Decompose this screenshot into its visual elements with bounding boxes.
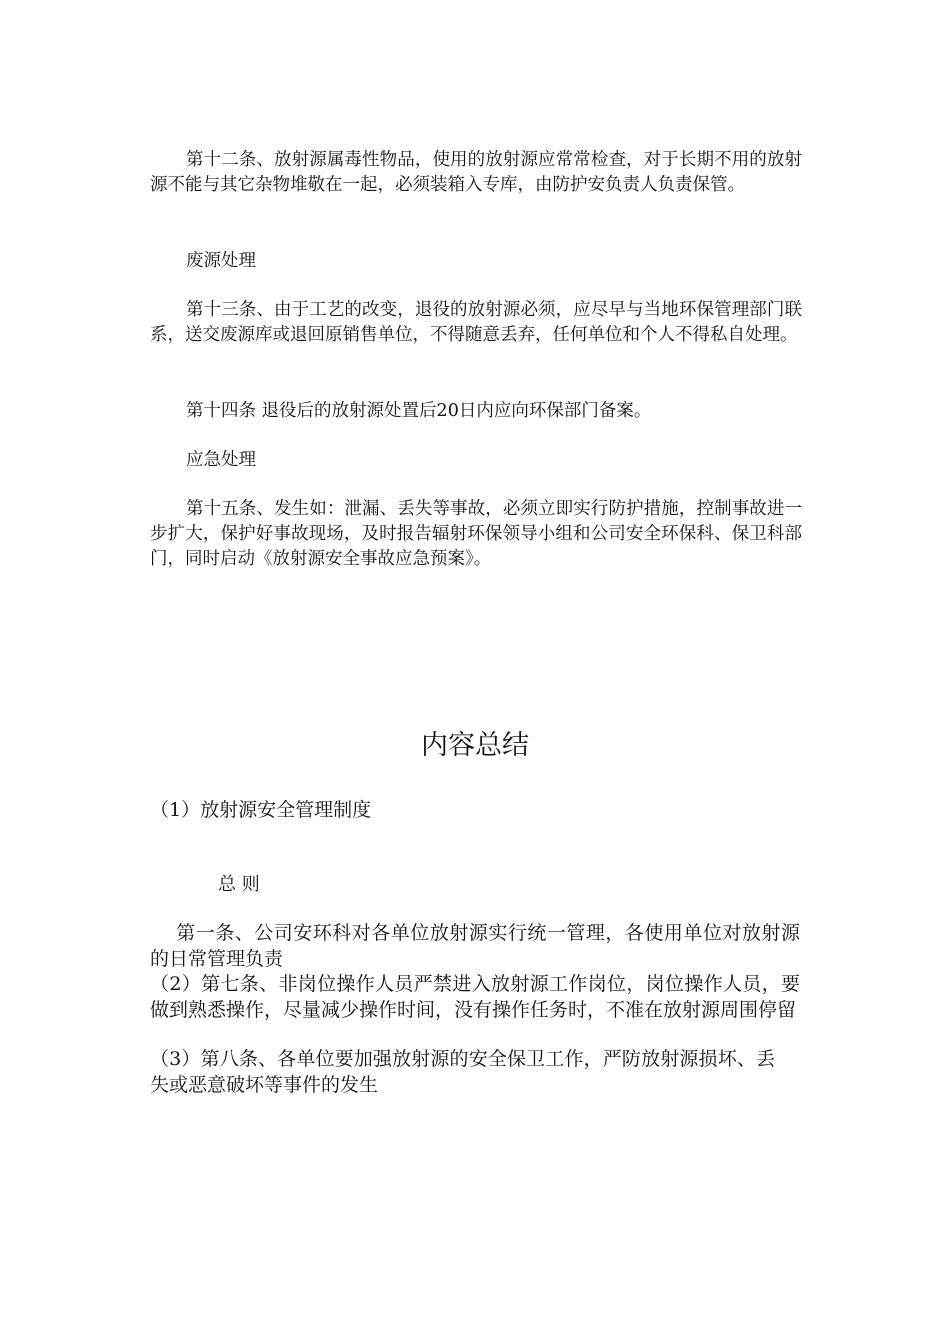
article-14-paragraph: 第十四条 退役后的放射源处置后20日内应向环保部门备案。 bbox=[186, 401, 652, 421]
emergency-heading: 应急处理 bbox=[186, 450, 256, 470]
summary-article-1: 第一条、公司安环科对各单位放射源实行统一管理，各使用单位对放射源的日常管理负责 bbox=[150, 922, 800, 970]
summary-item-2: （2）第七条、非岗位操作人员严禁进入放射源工作岗位，岗位操作人员，要做到熟悉操作，尽量减少操作时间，没有操作任务时，不准在放射源周围停留 bbox=[150, 973, 800, 1021]
summary-item-3: （3）第八条、各单位要加强放射源的安全保卫工作，严防放射源损坏、丢失或恶意破坏等事件的发生 bbox=[150, 1048, 775, 1096]
summary-title: 内容总结 bbox=[421, 730, 529, 761]
article-15-paragraph: 第十五条、发生如：泄漏、丢失等事故，必须立即实行防护措施，控制事故进一步扩大，保护好事故现场，及时报告辐射环保领导小组和公司安全环保科、保卫科部门，同时启动《放射源安全事故应急预案》。 bbox=[150, 499, 802, 569]
waste-disposal-heading: 废源处理 bbox=[186, 251, 256, 271]
article-12-paragraph: 第十二条、放射源属毒性物品，使用的放射源应常常检查，对于长期不用的放射源不能与其它杂物堆敬在一起，必须装箱入专库，由防护安负责人负责保管。 bbox=[150, 150, 802, 195]
general-provisions-heading: 总 则 bbox=[218, 874, 260, 895]
article-13-paragraph: 第十三条、由于工艺的改变，退役的放射源必须，应尽早与当地环保管理部门联系，送交废源库或退回原销售单位，不得随意丢弃，任何单位和个人不得私自处理。 bbox=[150, 300, 802, 345]
summary-item-1: （1）放射源安全管理制度 bbox=[150, 799, 372, 821]
